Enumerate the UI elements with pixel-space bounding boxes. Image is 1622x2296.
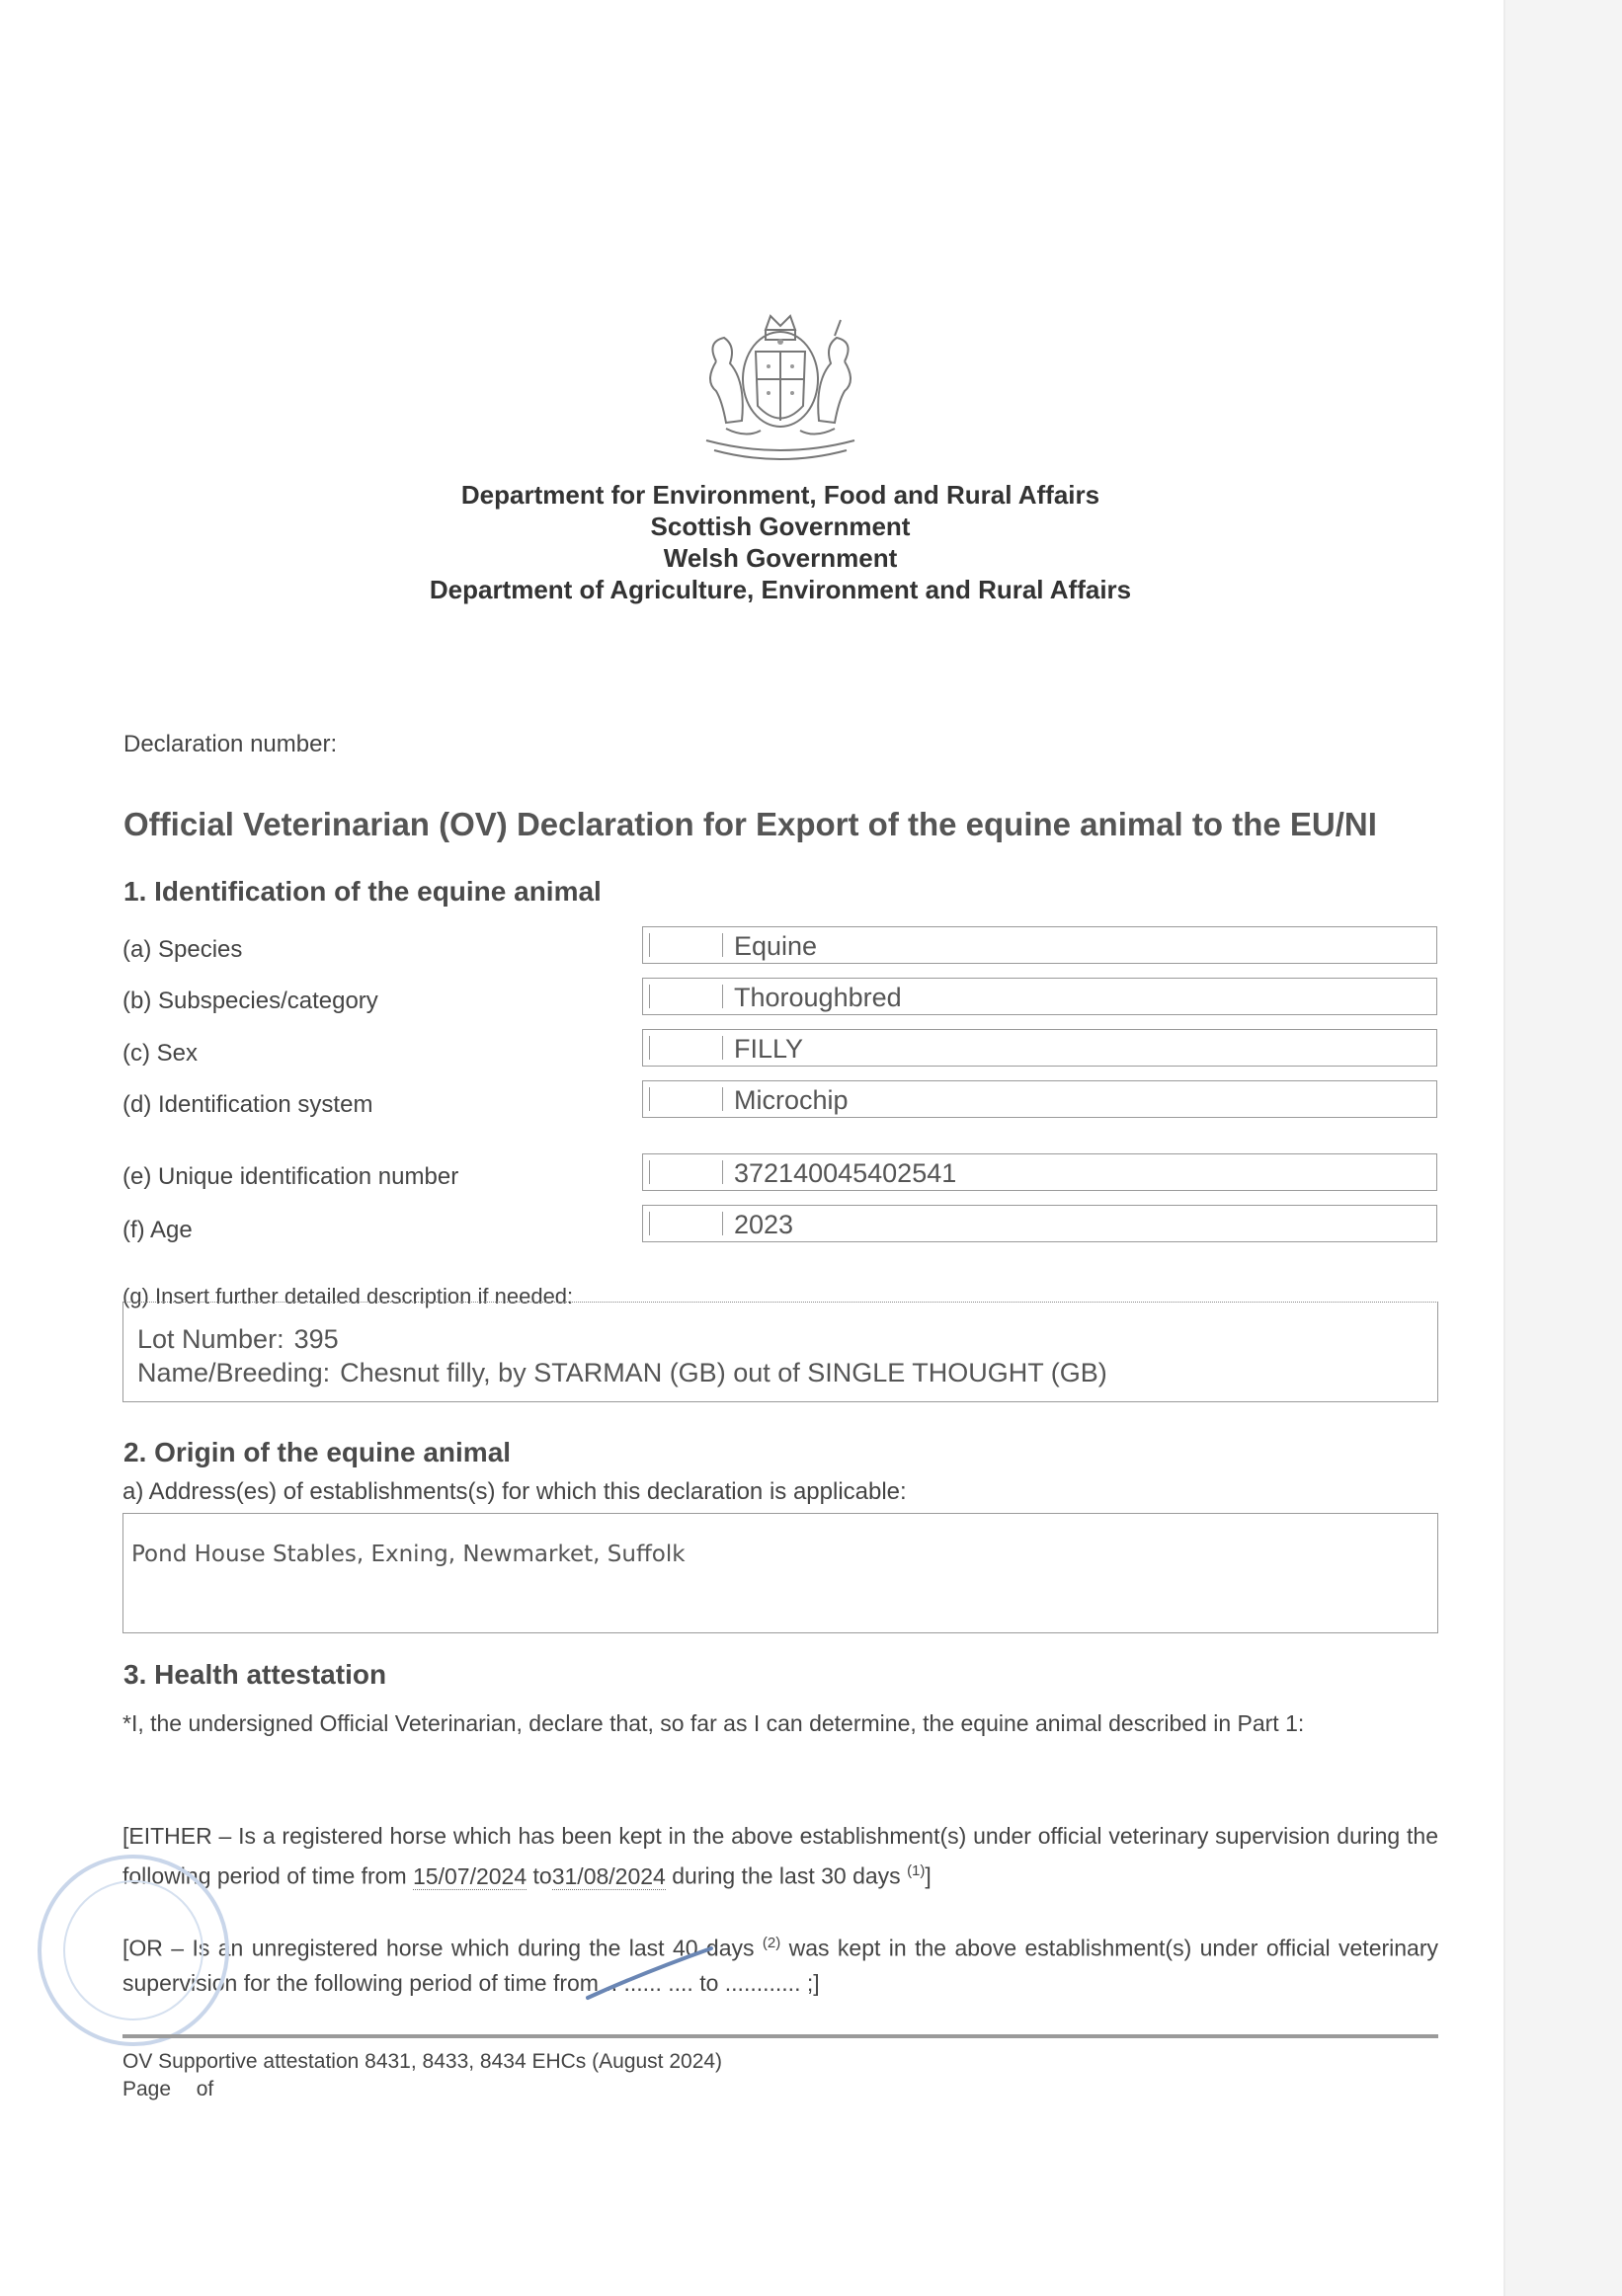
official-stamp-icon — [30, 1847, 237, 2054]
identification-system-label: (d) Identification system — [122, 1091, 373, 1118]
either-clause — [122, 1819, 1438, 1894]
unique-id-value: 372140045402541 — [734, 1158, 957, 1188]
footnote-1: (1) — [907, 1862, 926, 1879]
species-label: (a) Species — [122, 936, 243, 963]
sex-label: (c) Sex — [122, 1040, 199, 1067]
species-field[interactable] — [642, 926, 1437, 964]
address-value: Pond House Stables, Exning, Newmarket, Suffolk — [131, 1542, 686, 1567]
pen-strike-mark — [583, 1943, 721, 2003]
unique-id-label: (e) Unique identification number — [122, 1163, 459, 1190]
breeding-label: Name/Breeding: — [137, 1358, 331, 1387]
lot-number-label: Lot Number: — [137, 1324, 284, 1354]
breeding-line — [137, 1358, 1107, 1388]
footnote-2: (2) — [762, 1935, 781, 1951]
either-from-date[interactable]: 15/07/2024 — [413, 1862, 527, 1889]
page-label: Page — [122, 2078, 172, 2100]
species-value: Equine — [734, 931, 818, 961]
section-3-heading: 3. Health attestation — [123, 1659, 387, 1690]
address-label: a) Address(es) of establishments(s) for which this declaration is applicable: — [122, 1478, 907, 1505]
lot-number-value: 395 — [293, 1324, 339, 1354]
section-2-heading: 2. Origin of the equine animal — [123, 1437, 512, 1467]
either-close: ] — [925, 1862, 932, 1889]
age-field[interactable] — [642, 1205, 1437, 1242]
sex-value: FILLY — [734, 1034, 804, 1064]
unique-id-field[interactable] — [642, 1153, 1437, 1191]
either-to-word: to — [532, 1862, 552, 1889]
footer-attestation: OV Supportive attestation 8431, 8433, 8434 EHCs (August 2024) — [122, 2050, 723, 2073]
footer-page — [122, 2078, 213, 2101]
or-close: ;] — [806, 1969, 820, 1996]
of-label: of — [196, 2078, 214, 2100]
scan-edge — [1503, 0, 1622, 2296]
department-line-daera: Department of Agriculture, Environment and Rural Affairs — [429, 575, 1132, 604]
department-line-scottish: Scottish Government — [650, 512, 911, 541]
sex-field[interactable] — [642, 1029, 1437, 1067]
address-field[interactable] — [122, 1513, 1438, 1633]
breeding-value: Chesnut filly, by STARMAN (GB) out of SINGLE THOUGHT (GB) — [340, 1358, 1107, 1387]
age-value: 2023 — [734, 1210, 794, 1239]
identification-system-value: Microchip — [734, 1085, 849, 1115]
or-text-end: was kept in the above establishment(s) under official veterinary supervision for the following period of time from — [122, 1935, 1438, 1996]
health-intro: *I, the undersigned Official Veterinarian, declare that, so far as I can determine, the equine animal described in Part 1: — [122, 1710, 1305, 1736]
further-description-field[interactable] — [122, 1302, 1438, 1402]
section-1-heading: 1. Identification of the equine animal — [123, 876, 602, 907]
declaration-number-label: Declaration number: — [123, 731, 338, 757]
or-to-word: to — [699, 1969, 719, 1996]
subspecies-value: Thoroughbred — [734, 983, 902, 1012]
age-label: (f) Age — [122, 1217, 193, 1243]
lot-number-line — [137, 1324, 339, 1355]
further-description-label: (g) Insert further detailed description if needed: — [122, 1284, 574, 1308]
department-line-welsh: Welsh Government — [663, 543, 898, 573]
either-text-end: during the last 30 days — [672, 1862, 901, 1889]
or-text-start: [OR – Is an unregistered horse which during the last 40 days — [122, 1935, 755, 1961]
subspecies-label: (b) Subspecies/category — [122, 988, 378, 1014]
or-from-date[interactable]: .. ...... .... — [605, 1969, 693, 1996]
or-to-date[interactable]: ............ — [724, 1969, 801, 1996]
or-clause — [122, 1926, 1438, 2001]
identification-system-field[interactable] — [642, 1080, 1437, 1118]
either-text-start: [EITHER – Is a registered horse which has been kept in the above establishment(s) under official veterinary supervision during the following period of time from — [122, 1823, 1438, 1889]
subspecies-field[interactable] — [642, 978, 1437, 1015]
royal-coat-of-arms-icon — [687, 312, 874, 470]
either-to-date[interactable]: 31/08/2024 — [551, 1862, 666, 1889]
footer-divider — [122, 2034, 1438, 2038]
department-line-defra: Department for Environment, Food and Rural Affairs — [460, 480, 1100, 510]
page-title: Official Veterinarian (OV) Declaration for Export of the equine animal to the EU/NI — [123, 806, 1377, 842]
